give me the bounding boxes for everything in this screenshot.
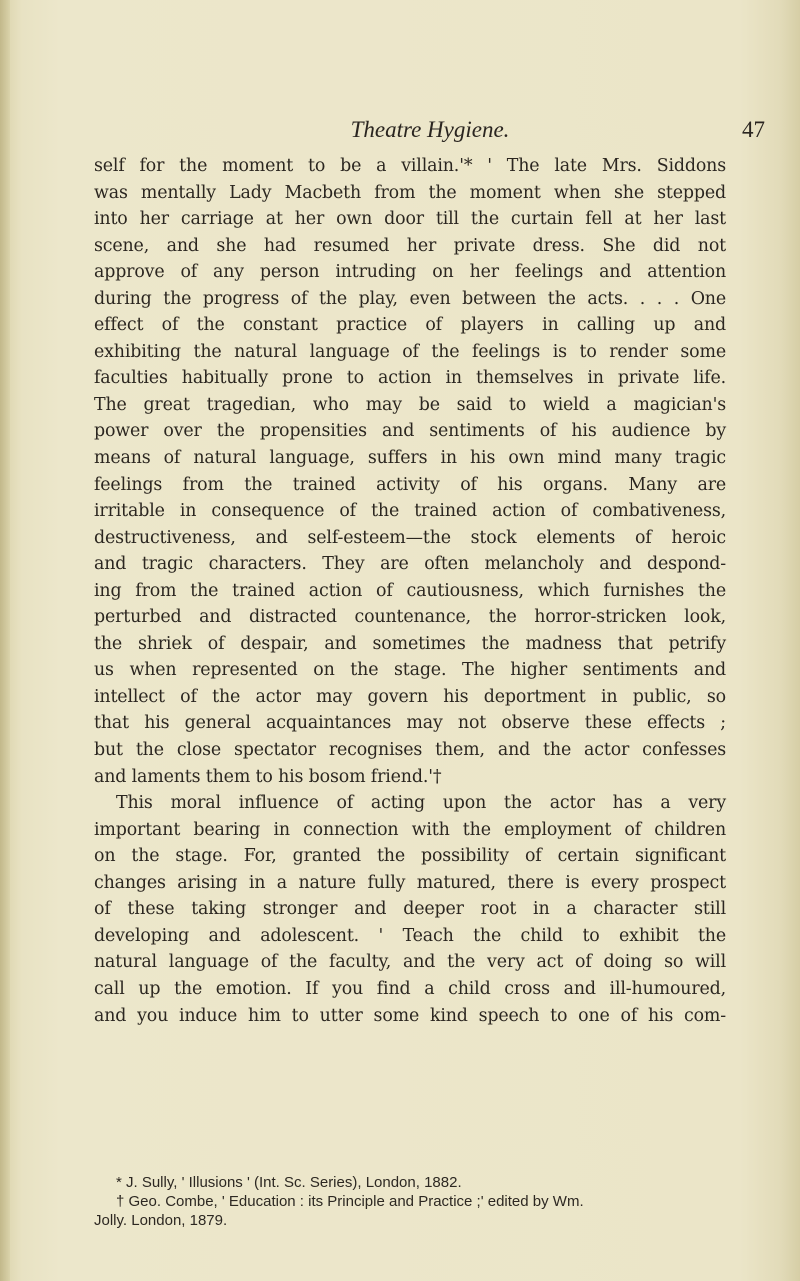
text-line: destructiveness, and self-esteem—the stock elements of heroic: [94, 527, 726, 548]
text-line: scene, and she had resumed her private dress. She did not: [94, 235, 726, 256]
text-line: of these taking stronger and deeper root in a character still: [94, 899, 726, 920]
text-line: feelings from the trained activity of his organs. Many are: [94, 474, 726, 495]
text-line: and tragic characters. They are often melancholy and despond-: [94, 554, 726, 575]
text-line: and you induce him to utter some kind speech to one of his com-: [94, 1005, 726, 1026]
text-line: call up the emotion. If you find a child cross and ill-humoured,: [94, 978, 726, 999]
text-line: and laments them to his bosom friend.'†: [94, 766, 442, 787]
text-line: but the close spectator recognises them, and the actor confesses: [94, 740, 726, 761]
text-line: changes arising in a nature fully matured, there is every prospect: [94, 872, 726, 893]
text-line: exhibiting the natural language of the feelings is to render some: [94, 341, 726, 362]
text-line: was mentally Lady Macbeth from the moment when she stepped: [94, 182, 726, 203]
text-line: ing from the trained action of cautiousness, which furnishes the: [94, 580, 726, 601]
text-line: perturbed and distracted countenance, the horror-stricken look,: [94, 607, 726, 628]
page-spine-shadow: [0, 0, 10, 1281]
text-line: that his general acquaintances may not observe these effects ;: [94, 713, 726, 734]
text-line: important bearing in connection with the employment of children: [94, 819, 726, 840]
text-line: irritable in consequence of the trained action of combativeness,: [94, 501, 726, 522]
page-header: [150, 117, 765, 147]
page-number: 47: [742, 117, 765, 142]
text-line: means of natural language, suffers in his own mind many tragic: [94, 448, 726, 469]
footnotes: [94, 1173, 726, 1230]
text-line: power over the propensities and sentiments of his audience by: [94, 421, 726, 442]
text-line: developing and adolescent. ' Teach the child to exhibit the: [94, 925, 726, 946]
text-line: intellect of the actor may govern his deportment in public, so: [94, 686, 726, 707]
text-line: natural language of the faculty, and the very act of doing so will: [94, 952, 726, 973]
text-line: self for the moment to be a villain.'* ' The late Mrs. Siddons: [94, 156, 726, 176]
text-line: on the stage. For, granted the possibility of certain significant: [94, 846, 726, 867]
text-line: us when represented on the stage. The higher sentiments and: [94, 660, 726, 681]
text-line: into her carriage at her own door till the curtain fell at her last: [94, 209, 726, 230]
text-line: effect of the constant practice of players in calling up and: [94, 315, 726, 336]
text-line: approve of any person intruding on her feelings and attention: [94, 262, 726, 283]
running-title: Theatre Hygiene.: [350, 117, 510, 142]
body-text: [94, 153, 726, 1029]
text-line: This moral influence of acting upon the actor has a very: [116, 793, 726, 814]
text-line: The great tragedian, who may be said to wield a magician's: [94, 394, 726, 415]
footnote: Jolly. London, 1879.: [94, 1212, 228, 1229]
text-line: faculties habitually prone to action in themselves in private life.: [94, 368, 726, 389]
text-line: the shriek of despair, and sometimes the madness that petrify: [94, 633, 726, 654]
text-line: during the progress of the play, even between the acts. . . . One: [94, 288, 726, 309]
footnote: † Geo. Combe, ' Education : its Principle and Practice ;' edited by Wm.: [116, 1193, 584, 1210]
footnote: * J. Sully, ' Illusions ' (Int. Sc. Series), London, 1882.: [116, 1174, 462, 1191]
